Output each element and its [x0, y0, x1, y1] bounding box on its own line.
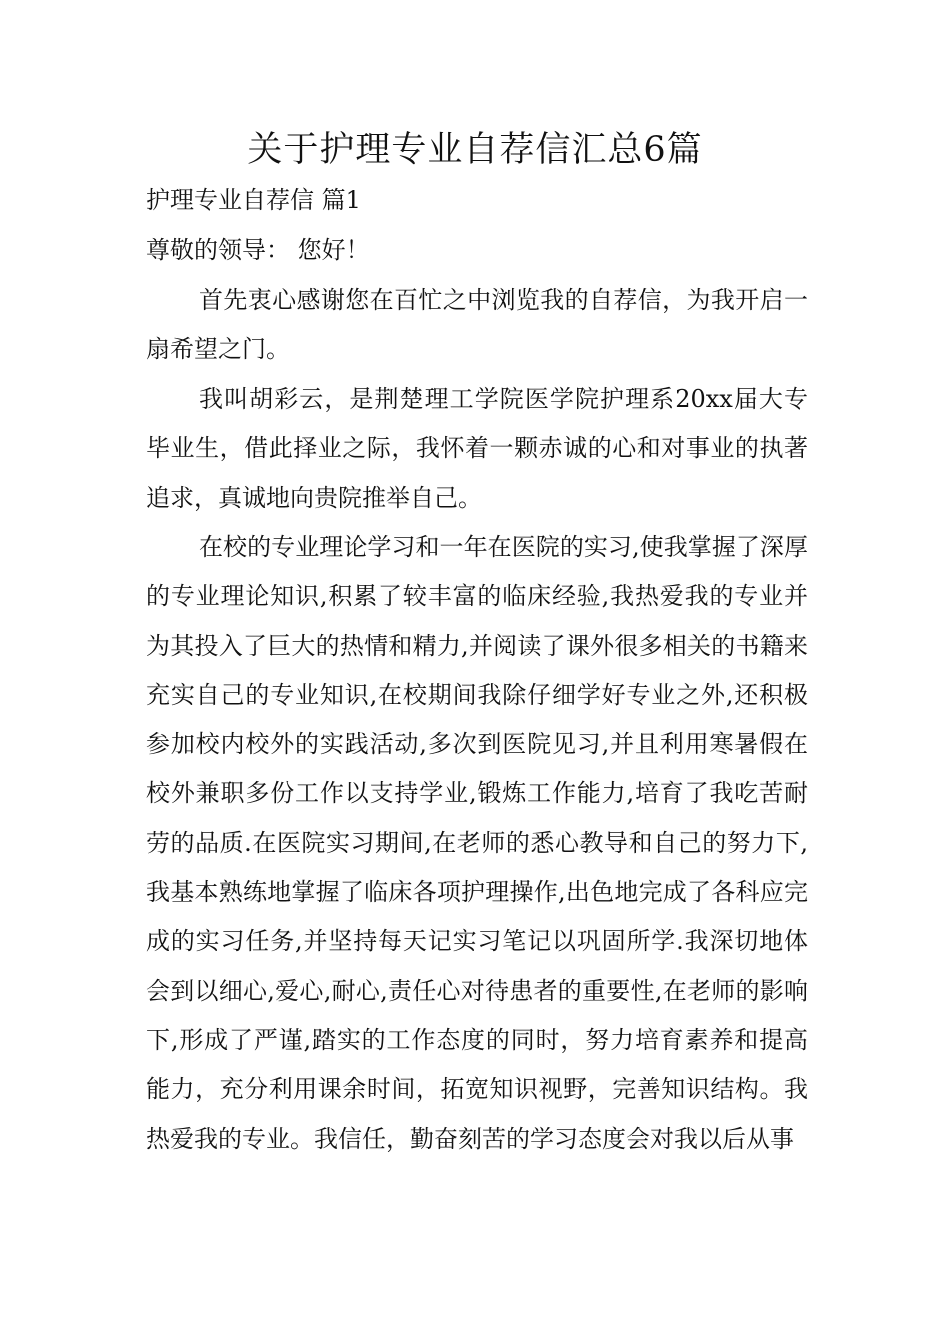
- section-heading: 护理专业自荐信 篇1: [146, 186, 361, 214]
- salutation: 尊敬的领导： 您好！: [146, 236, 370, 264]
- paragraph-self-introduction: 我叫胡彩云，是荆楚理工学院医学院护理系20xx届大专毕业生，借此择业之际，我怀着一颗赤诚的心和对事业的执著追求，真诚地向贵院推举自己。: [146, 385, 808, 512]
- document-title: 关于护理专业自荐信汇总6篇: [247, 130, 703, 170]
- paragraph-intro: 首先衷心感谢您在百忙之中浏览我的自荐信，为我开启一扇希望之门。: [146, 286, 808, 364]
- paragraph-study-and-internship: 在校的专业理论学习和一年在医院的实习,使我掌握了深厚的专业理论知识,积累了较丰富的临床经验,我热爱我的专业并为其投入了巨大的热情和精力,并阅读了课外很多相关的书籍来充实自己的专业知识,在校期间我除仔细学好专业之外,还积极参加校内校外的实践活动,多次到医院见习,并且利用寒暑假在校外兼职多份工作以支持学业,锻炼工作能力,培育了我吃苦耐劳的品质.在医院实习期间,在老师的悉心教导和自己的努力下,我基本熟练地掌握了临床各项护理操作,出色地完成了各科应完成的实习任务,并坚持每天记实习笔记以巩固所学.我深切地体会到以细心,爱心,耐心,责任心对待患者的重要性,在老师的影响下,形成了严谨,踏实的工作态度的同时，努力培育素养和提高能力，充分利用课余时间，拓宽知识视野，完善知识结构。我热爱我的专业。我信任，勤奋刻苦的学习态度会对我以后从事: [146, 533, 808, 1153]
